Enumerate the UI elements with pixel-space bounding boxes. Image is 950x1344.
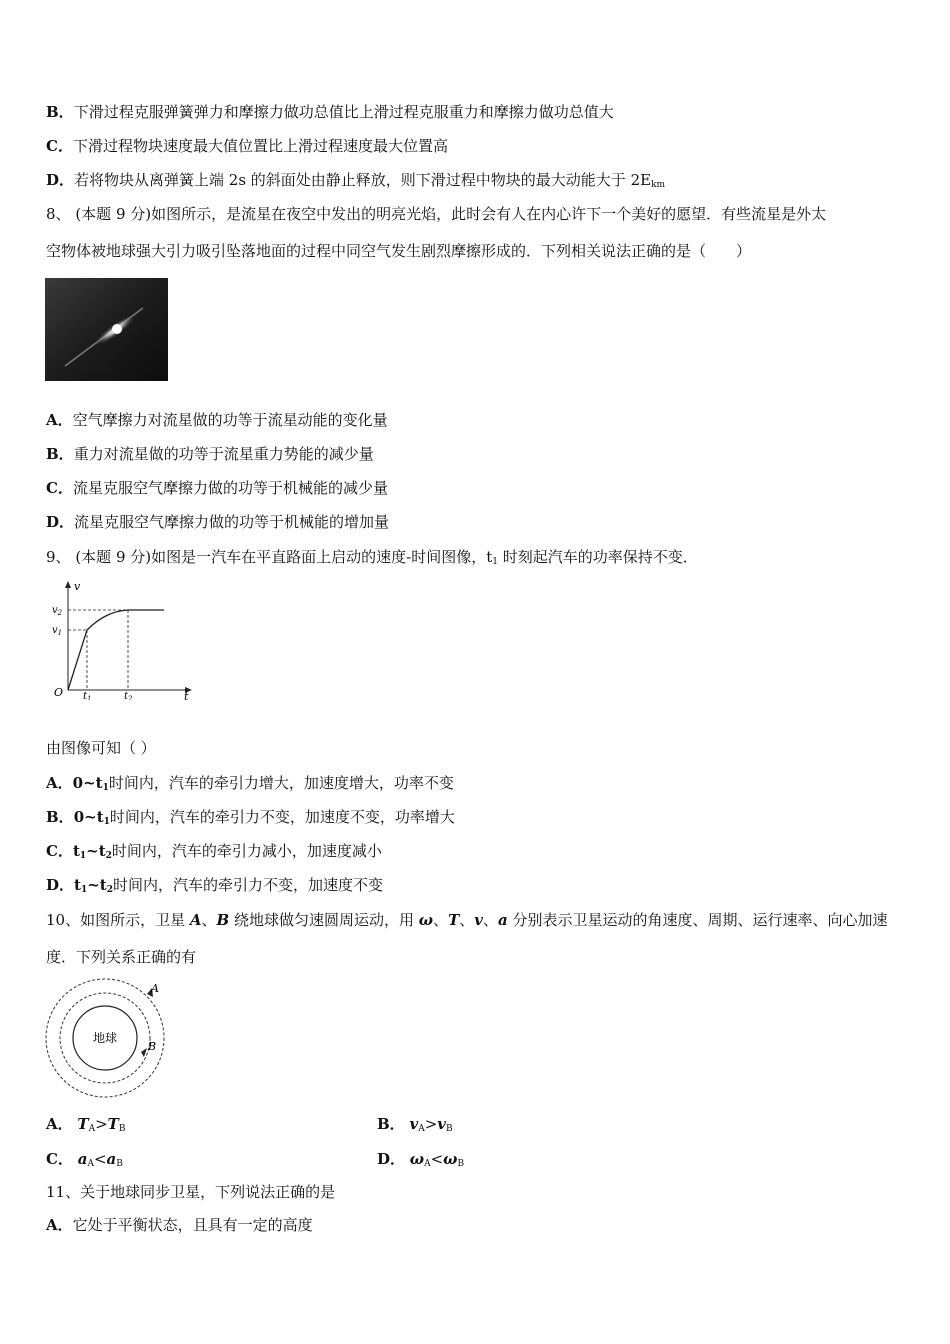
q9-option-d: D．$t_1\sim t_2$时间内，汽车的牵引力不变，加速度不变 [46,876,383,895]
q10-option-c: C． $a_A<a_B$ [46,1150,123,1169]
v2-label: $v_2$ [52,605,63,617]
q8-stem-line2: 空物体被地球强大引力吸引坠落地面的过程中同空气发生剧烈摩擦形成的．下列相关说法正确的是（ ） [46,242,752,260]
q7-option-c: C．下滑过程物块速度最大值位置比上滑过程速度最大位置高 [46,137,448,155]
q10-option-a: A． $T_A>T_B$ [46,1115,126,1134]
satellite-a-label: A [151,982,159,995]
vt-graph-svg [46,578,196,700]
satellite-b-arrow [141,1048,147,1057]
q8-option-c: C．流星克服空气摩擦力做的功等于机械能的减少量 [46,479,388,497]
q11-stem: 11、关于地球同步卫星，下列说法正确的是 [46,1183,336,1201]
v1-label: $v_1$ [52,625,63,637]
q8-option-d: D．流星克服空气摩擦力做的功等于机械能的增加量 [46,513,390,531]
meteor-photo-svg [45,278,168,381]
velocity-curve [68,610,164,690]
t-axis-label: t [184,690,189,700]
q10-option-d: D． $\omega_A<\omega_B$ [377,1150,465,1169]
meteor-core [112,324,122,334]
v-axis-arrow [65,581,71,588]
q9-stem: 9、 (本题 9 分)如图是一汽车在平直路面上启动的速度-时间图像，$t_1$ 时刻起汽车的功率保持不变． [46,548,698,567]
q7-option-d: D．若将物块从离弹簧上端 2s 的斜面处由静止释放，则下滑过程中物块的最大动能大于 $2E_{km}$ [46,171,666,190]
q9-prompt: 由图像可知（ ） [46,739,156,757]
q10-stem-line1: 10、如图所示，卫星 A、B 绕地球做匀速圆周运动，用 ω、T、v、a 分别表示卫星运动的角速度、周期、运行速率、向心加速 [46,911,888,929]
orbit-diagram [43,978,171,1100]
satellite-b-label: B [148,1040,157,1053]
v-axis-label: v [74,580,81,593]
q9-option-b: B．$0\sim t_1$时间内，汽车的牵引力不变，加速度不变，功率增大 [46,808,455,827]
earth-label: 地球 [92,1031,118,1045]
q8-option-b: B．重力对流星做的功等于流星重力势能的减少量 [46,445,374,463]
q10-stem-line2: 度．下列关系正确的有 [46,948,197,966]
q11-option-a: A．它处于平衡状态，且具有一定的高度 [46,1216,313,1234]
q8-option-a: A．空气摩擦力对流星做的功等于流星动能的变化量 [46,411,388,429]
t1-label: $t_1$ [83,691,92,700]
origin-label: O [54,686,64,699]
t2-label: $t_2$ [124,691,133,700]
q8-stem-line1: 8、 (本题 9 分)如图所示，是流星在夜空中发出的明亮光焰，此时会有人在内心许下一个美好的愿望．有些流星是外太 [46,205,827,223]
q7-option-b: B．下滑过程克服弹簧弹力和摩擦力做功总值比上滑过程克服重力和摩擦力做功总值大 [46,103,614,121]
q9-option-c: C．$t_1\sim t_2$时间内，汽车的牵引力减小，加速度减小 [46,842,382,861]
orbit-diagram-svg [43,978,171,1100]
meteor-photo [45,278,168,381]
q9-option-a: A．$0\sim t_1$时间内，汽车的牵引力增大，加速度增大，功率不变 [46,774,454,793]
q10-option-b: B． $v_A>v_B$ [377,1115,453,1134]
vt-graph [46,578,196,700]
